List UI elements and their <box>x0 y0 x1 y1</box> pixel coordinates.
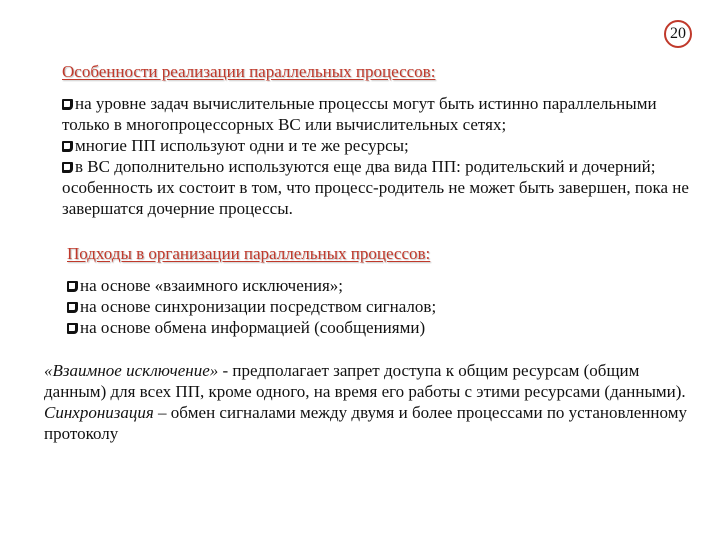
checkbox-bullet-icon <box>62 141 73 152</box>
section-heading-features: Особенности реализации параллельных процессов: <box>62 62 436 81</box>
checkbox-bullet-icon <box>62 99 73 110</box>
checkbox-bullet-icon <box>67 323 78 334</box>
definition-term: «Взаимное исключение» <box>44 361 219 380</box>
slide-number-badge: 20 <box>664 20 692 48</box>
section-heading-approaches: Подходы в организации параллельных процессов: <box>67 244 431 263</box>
list-item: на уровне задач вычислительные процессы могут быть истинно параллельными только в многопроцессорных ВС или вычислительных сетях; <box>62 94 657 134</box>
approaches-list <box>67 275 687 338</box>
definitions <box>44 360 692 444</box>
features-list <box>62 93 692 219</box>
definition-synchronization <box>44 402 692 444</box>
list-item: на основе обмена информацией (сообщениями) <box>67 317 687 338</box>
list-item: на основе синхронизации посредством сигналов; <box>67 296 687 317</box>
list-item: на основе «взаимного исключения»; <box>67 275 687 296</box>
checkbox-bullet-icon <box>62 162 73 173</box>
list-item: многие ПП используют одни и те же ресурсы; <box>62 135 692 156</box>
definition-text: – обмен сигналами между двумя и более процессами по установленному протоколу <box>44 403 687 443</box>
list-item: в ВС дополнительно используются еще два вида ПП: родительский и дочерний; особенность их состоит в том, что процесс-родитель не может быть завершен, пока не завершатся дочерние процессы. <box>62 157 689 218</box>
definition-text: - предполагает запрет доступа к общим ресурсам (общим данным) для всех ПП, кроме одного, на время его работы с этими ресурсами (данными). <box>44 361 686 401</box>
checkbox-bullet-icon <box>67 281 78 292</box>
checkbox-bullet-icon <box>67 302 78 313</box>
definition-term: Синхронизация <box>44 403 154 422</box>
definition-mutual-exclusion <box>44 360 692 402</box>
